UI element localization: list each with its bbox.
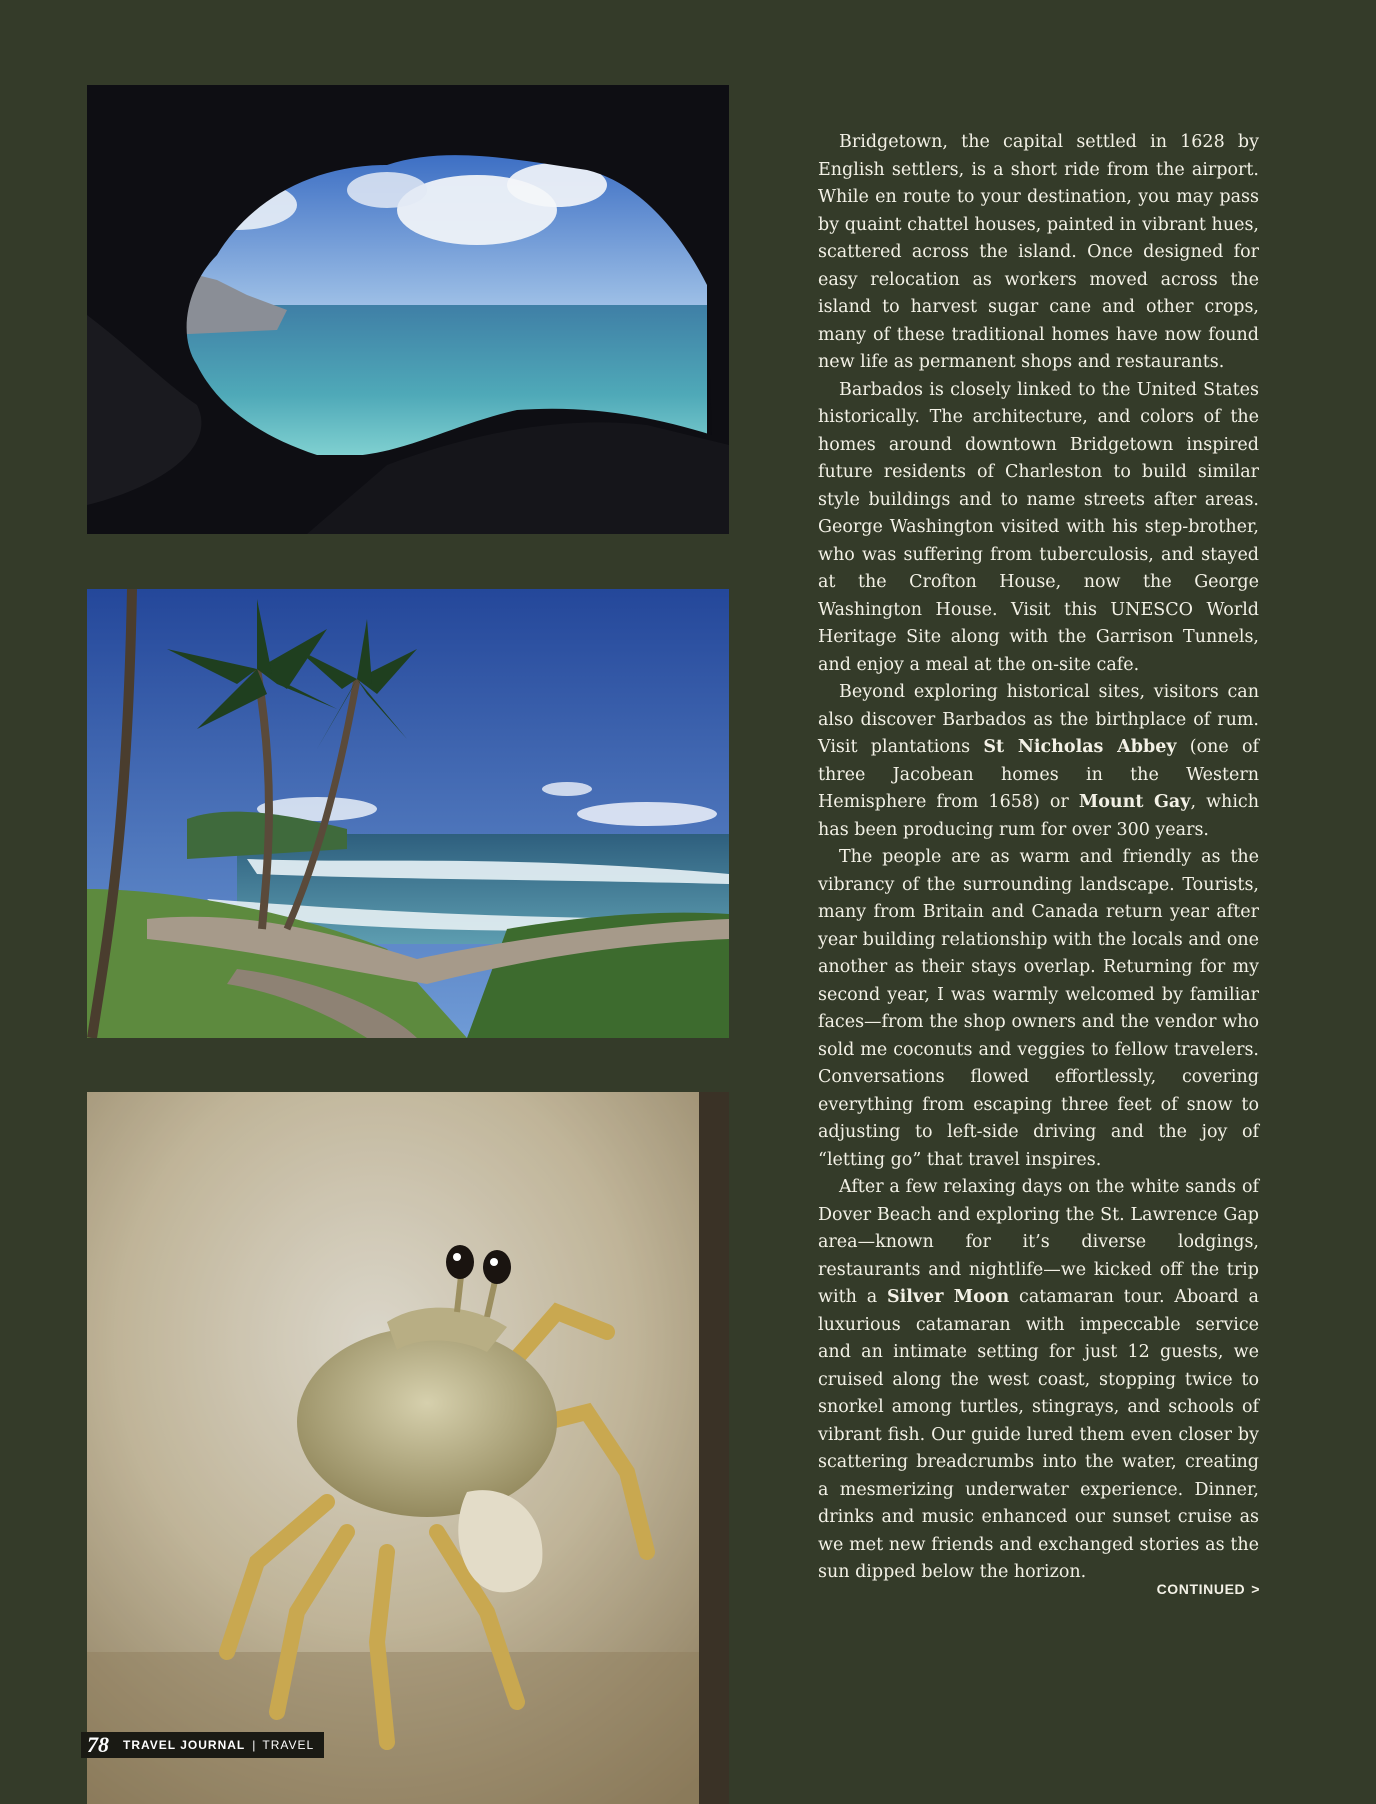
chevron-right-icon: > [1251, 1581, 1260, 1597]
article-body [818, 129, 1259, 1587]
paragraph-people: The people are as warm and friendly as the vibrancy of the surrounding landscape. Tourists, many from Britain and Canada return year after year building relationship with the locals and one another as their stays overlap. Returning for my second year, I was warmly welcomed by familiar faces—from the shop owners and the vendor who sold me coconuts and veggies to fellow travelers. Conversations flowed effortlessly, covering everything from escaping three feet of snow to adjusting to left-side driving and the joy of “letting go” that travel inspires. [818, 847, 1259, 1170]
paragraph-catamaran: After a few relaxing days on the white sands of Dover Beach and exploring the St. Lawrence Gap area—known for it’s diverse lodgings, restaurants and nightlife—we kicked off the trip with a Silver Moon catamaran tour. Aboard a luxurious catamaran with impeccable service and an intimate setting for just 12 guests, we cruised along the west coast, stopping twice to snorkel among turtles, stingrays, and schools of vibrant fish. Our guide lured them even closer by scattering breadcrumbs into the water, creating a mesmerizing underwater experience. Dinner, drinks and music enhanced our sunset cruise as we met new friends and exchanged stories as the sun dipped below the horizon. [818, 1177, 1259, 1582]
footer-separator: | [252, 1738, 256, 1752]
silver-moon-name: Silver Moon [886, 1287, 1010, 1307]
mount-gay-name: Mount Gay [1078, 792, 1191, 812]
st-nicholas-abbey-name: St Nicholas Abbey [983, 737, 1177, 757]
page-footer [81, 1732, 324, 1758]
continued-text: CONTINUED [1156, 1581, 1246, 1597]
publication-name: TRAVEL JOURNAL [123, 1738, 246, 1752]
paragraph-bridgetown: Bridgetown, the capital settled in 1628 by English settlers, is a short ride from the airport. While en route to your destination, you may pass by quaint chattel houses, painted in vibrant hues, scattered across the island. Once designed for easy relocation as workers moved across the island to harvest sugar cane and other crops, many of these traditional homes have now found new life as permanent shops and restaurants. [818, 132, 1259, 372]
continued-label [1157, 1581, 1260, 1597]
paragraph-rum: Beyond exploring historical sites, visitors can also discover Barbados as the birthplace of rum. Visit plantations St Nicholas Abbey (one of three Jacobean homes in the Western Hemisphere from 1658) or Mount Gay, which has been producing rum for over 300 years. [818, 682, 1259, 840]
page-number: 78 [87, 1732, 109, 1757]
section-name: TRAVEL [262, 1738, 315, 1752]
palm-beach-photo [87, 589, 729, 1038]
ghost-crab-photo [87, 1092, 729, 1804]
paragraph-history: Barbados is closely linked to the United States historically. The architecture, and colors of the homes around downtown Bridgetown inspired future residents of Charleston to build similar style buildings and to name streets after areas. George Washington visited with his step-brother, who was suffering from tuberculosis, and stayed at the Crofton House, now the George Washington House. Visit this UNESCO World Heritage Site along with the Garrison Tunnels, and enjoy a meal at the on-site cafe. [818, 379, 1259, 675]
sea-cave-photo [87, 85, 729, 534]
